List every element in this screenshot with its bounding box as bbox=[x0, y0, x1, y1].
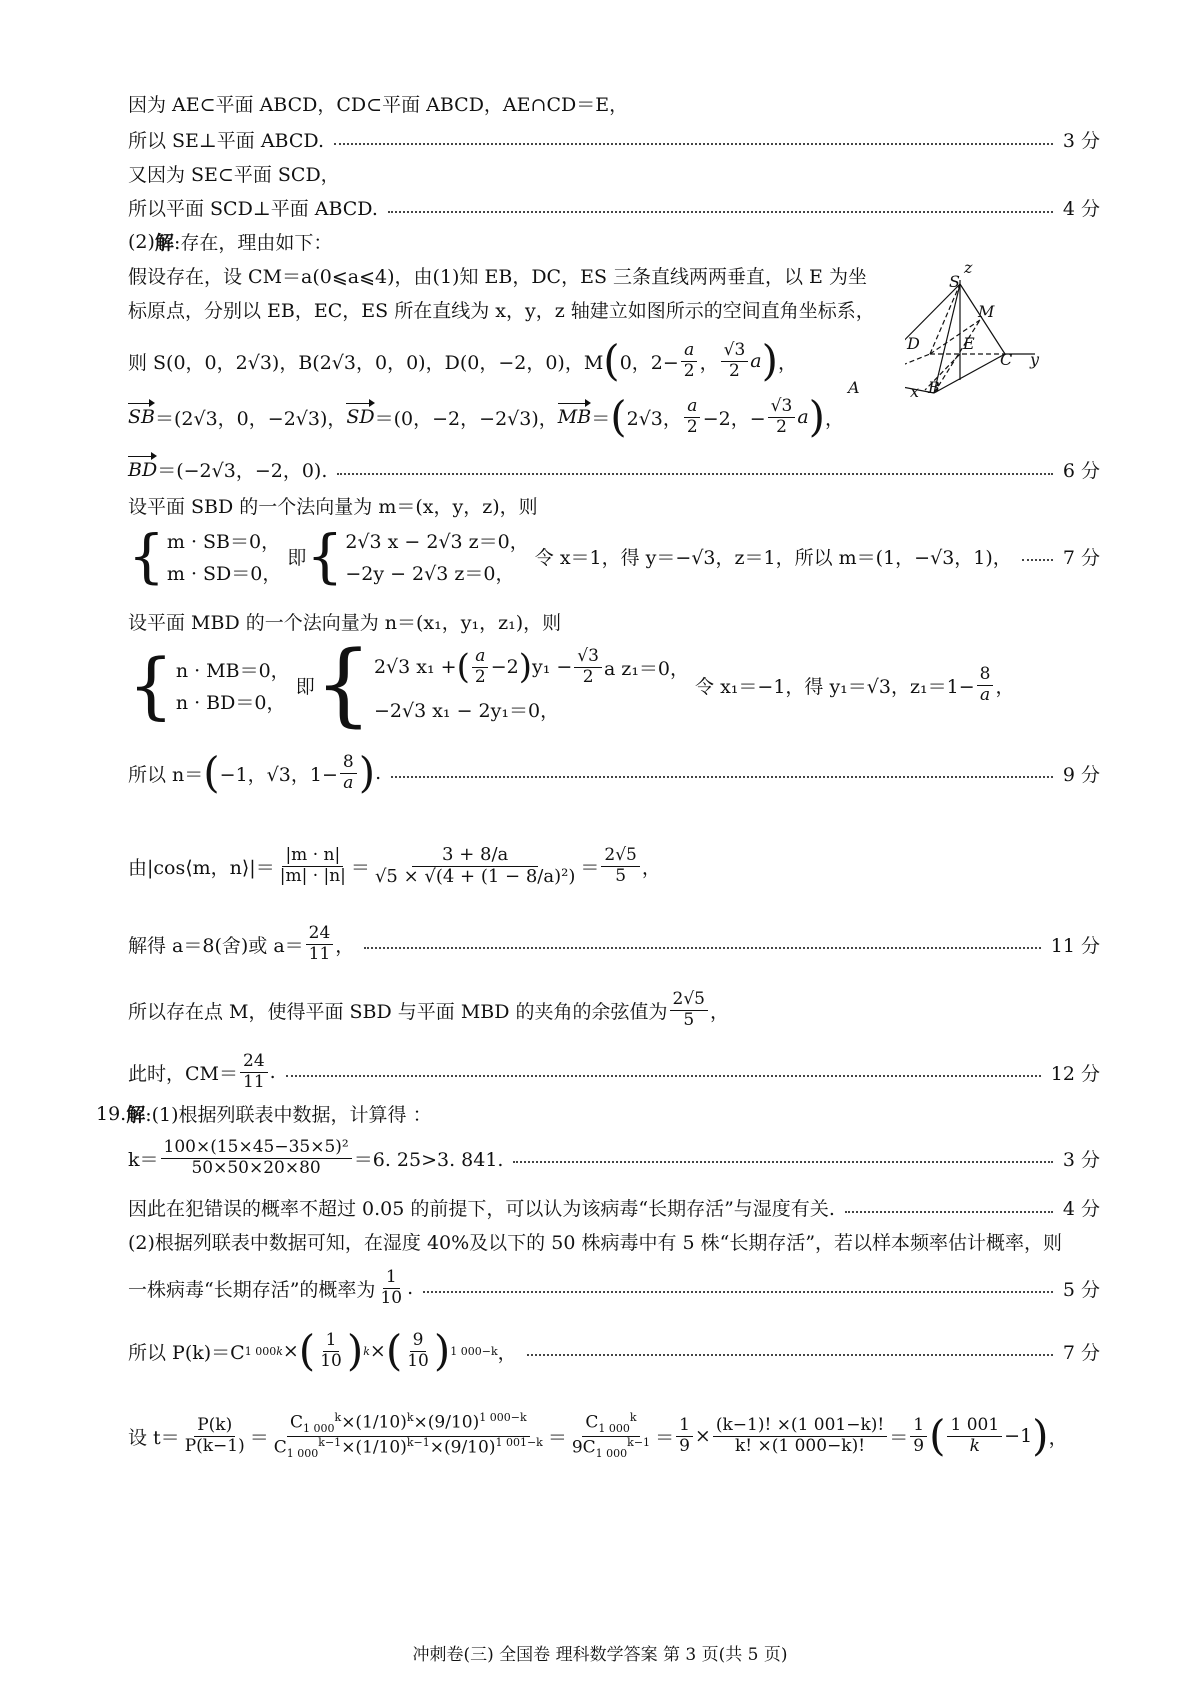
score-label: 9 分 bbox=[1062, 763, 1100, 786]
score-label: 4 分 bbox=[1062, 1198, 1100, 1220]
line-text: 设平面 MBD 的一个法向量为 n＝(x₁，y₁，z₁)，则 bbox=[128, 612, 562, 634]
text-line: SB ＝(2√3，0，−2√3)， SD ＝(0，−2，−2√3)， MB ＝ ( 2√3， $\frac{a}{2}$ −2，− $\frac{√3}{2}$ a ) ， bbox=[128, 392, 845, 441]
text-line: 所以 n＝ ( −1，√3，1− $\frac{8}{a}$ ) . 9 分 bbox=[128, 748, 1100, 797]
page-footer: 冲刺卷(三) 全国卷 理科数学答案 第 3 页(共 5 页) bbox=[412, 1645, 788, 1665]
line-text: 此时，CM＝ bbox=[128, 1062, 238, 1085]
equation-system: { n · MB＝0， n · BD＝0， 即 { 2√3 x₁ + ( $\frac{a}{2}$ −2 ) y₁ − $\frac{√3}{2}$ a z₁＝0， −2√3 x₁ − 2y₁＝0， 令 x₁＝−1，得 y₁＝√3，z₁＝1− $\frac{8}{a}$ ， bbox=[128, 632, 1015, 737]
text-line bbox=[128, 296, 875, 323]
line-text: ＝(0，−2，−2√3)， bbox=[374, 407, 558, 430]
fraction: $\frac{|m \cdot n|}{|m| \cdot |n|}$ bbox=[279, 844, 346, 886]
answer-page: 因为 AE⊂平面 ABCD，CD⊂平面 ABCD，AE∩CD＝E， 所以 SE⊥平面 ABCD. 3 分 又因为 SE⊂平面 SCD， 所以平面 SCD⊥平面 ABCD. 4 分 (2) 解 :存在，理由如下： 假设存在，设 CM＝a(0⩽a⩽4)，由(1)知 EB，DC，ES 三条直线两两垂直，以 E 为坐 标原点，分别以 EB，EC，ES 所在直线为 x，y，z 轴建立如图所示的空间直角坐标系， 则 S(0，0，2√3)，B(2√3，0，0)，D(0，−2，0)，M ( 0，2− $\frac{a}{2}$ ， $\frac{√3}{2}$ a ) ， SB ＝(2√3，0，−2√3)， SD ＝(0，−2，−2√3)， MB ＝ ( 2√3， $\frac{a}{2}$ −2，− $\frac{√3}{2}$ a ) ， BD ＝(−2√3，−2，0). 6 分 设平面 SBD 的一个法向量为 m＝(x，y，z)，则 { m · SB＝0， m · SD＝0， 即 { 2√3 x − 2√3 z＝0， −2y − 2√3 z＝0， 令 x＝1，得 y＝−√3，z＝1，所以 m＝(1，−√3，1)， 7 分 设平面 MBD 的一个法向量为 n＝(x₁，y₁，z₁)，则 { n · MB＝0， n · BD＝0， 即 { 2√3 x₁ + ( $\frac{a}{2}$ −2 ) y₁ − $\frac{√3}{2}$ a z₁＝0， −2√3 x₁ − 2y₁＝0， 令 x₁＝−1，得 y₁＝√3，z₁＝1− $\frac{8}{a}$ ， 所以 n＝ ( −1，√3，1− $\frac{8}{a}$ ) . 9 分 由|cos⟨m，n⟩|＝ $\frac{|m \cdot n|}{|m| \cdot |n|}$ ＝ $\frac{3 + 8/a}{\text{√5 × √(4 + (1 − 8/a)²)}}$ ＝ $\frac{2√5}{5}$ ， 解得 a＝8(舍)或 a＝ $\frac{24}{11}$ ， 11 分 所以存在点 M，使得平面 SBD 与平面 MBD 的夹角的余弦值为 $\frac{2√5}{5}$ ， 此时，CM＝ $\frac{24}{11}$ . 12 分 19. 解 :(1)根据列联表中数据，计算得 ： k＝ $\frac{\text{100×(15×45−35×5)²}}{50\times 50\times 20\times 80}$ ＝6. 25>3. 841. 3 分 因此在犯错误的概率不超过 0.05 的前提下，可以认为该病毒“长期存活”与湿度有关. 4 分 (2)根据列联表中数据可知，在湿度 40%及以下的 50 株病毒中有 5 株“长期存活”，若以样本频率估计概率，则 一株病毒“长期存活”的概率为 $\frac{1}{10}$ . 5 分 所以 P(k)＝C 1 000 k × ( $\frac{1}{10}$ ) k × ( $\frac{9}{10}$ ) 1 000−k ， 7 分 设 t＝ $\frac{P(k)}{P(k-1)}$ ＝ $\frac{C_{1 000}^k\times(1/10)^k\times(9/10)^{1 000-k}}{C_{1 000}^{k-1}\times(1/10)^{k-1}\times(9/10)^{1 001-k}}$ ＝ $\frac{C_{1 000}^k}{9C_{1 000}^{k-1}}$ ＝ $\frac{1}{9}$ × $\frac{(k-1)! \times(1 001-k)!}{k! \times(1 000-k)!}$ ＝ $\frac{1}{9}$ ( $\frac{1 001}{k}$ −1 ) ， S z M D E C y A x B 冲刺卷(三) 全国卷 理科数学答案 第 3 页(共 5 页) bbox=[0, 0, 1200, 1684]
text-line: 此时，CM＝ $\frac{24}{11}$ . 12 分 bbox=[128, 1051, 1100, 1092]
fraction: $\frac{P(k)}{P(k-1)}$ bbox=[184, 1415, 245, 1456]
line-text: 因此在犯错误的概率不超过 0.05 的前提下，可以认为该病毒“长期存活”与湿度有关. bbox=[128, 1198, 835, 1220]
text-line: 所以 P(k)＝C 1 000 k × ( $\frac{1}{10}$ ) k × ( $\frac{9}{10}$ ) 1 000−k ， 7 分 bbox=[128, 1326, 1100, 1375]
brace: { bbox=[314, 632, 372, 737]
score-label: 3 分 bbox=[1062, 130, 1100, 152]
text-line: 由|cos⟨m，n⟩|＝ $\frac{|m \cdot n|}{|m| \cdot |n|}$ ＝ $\frac{3 + 8/a}{\text{√5 × √(4 + (1 − 8/a)²)}}$ ＝ $\frac{2√5}{5}$ ， bbox=[128, 843, 661, 887]
vector-mb: MB bbox=[557, 406, 592, 428]
line-text: 解得 a＝8(舍)或 a＝ bbox=[128, 934, 304, 957]
leader-dots bbox=[391, 762, 1053, 778]
line-text: 设 t＝ bbox=[128, 1426, 180, 1449]
vector-sb: SB bbox=[128, 406, 155, 428]
line-text: 由|cos⟨m，n⟩|＝ bbox=[128, 856, 275, 879]
line-text: 又因为 SE⊂平面 SCD， bbox=[128, 164, 340, 186]
fraction: $\frac{a}{2}$ bbox=[681, 341, 698, 381]
line-text: 所以存在点 M，使得平面 SBD 与平面 MBD 的夹角的余弦值为 bbox=[128, 1000, 668, 1023]
text-line bbox=[128, 90, 1100, 117]
fraction: $\frac{24}{11}$ bbox=[240, 1052, 268, 1092]
fraction: $\frac{2√5}{5}$ bbox=[601, 846, 639, 886]
line-text: ＝(−2√3，−2，0). bbox=[157, 460, 328, 482]
line-text: (2)根据列联表中数据可知，在湿度 40%及以下的 50 株病毒中有 5 株“长期存活”，若以样本频率估计概率，则 bbox=[128, 1232, 1063, 1254]
line-text: 因为 AE⊂平面 ABCD，CD⊂平面 ABCD，AE∩CD＝E， bbox=[128, 94, 629, 116]
score-label: 11 分 bbox=[1050, 934, 1100, 957]
brace: { bbox=[128, 522, 165, 590]
score-label: 6 分 bbox=[1062, 460, 1100, 482]
text-line: 解得 a＝8(舍)或 a＝ $\frac{24}{11}$ ， 11 分 bbox=[128, 923, 1100, 964]
score-label: 4 分 bbox=[1062, 198, 1100, 220]
leader-dots bbox=[334, 129, 1053, 145]
leader-dots bbox=[423, 1277, 1053, 1293]
leader-dots bbox=[527, 1340, 1053, 1356]
paren-left: ( bbox=[610, 392, 627, 441]
text-line bbox=[128, 1228, 1104, 1255]
score-label: 5 分 bbox=[1062, 1278, 1100, 1301]
system-lines: n · MB＝0， n · BD＝0， bbox=[175, 659, 290, 714]
text-line bbox=[128, 160, 1100, 187]
line-text: 一株病毒“长期存活”的概率为 bbox=[128, 1278, 376, 1301]
fraction: $\frac{C_{1 000}^k\times(1/10)^k\times(9/10)^{1 000-k}}{C_{1 000}^{k-1}\times(1/10)^{k-1}\times(9/10)^{1 001-k}}$ bbox=[273, 1411, 543, 1460]
fraction: $\frac{2√5}{5}$ bbox=[670, 990, 708, 1030]
paren-right: ) bbox=[808, 392, 826, 441]
line-text: 0，2− bbox=[619, 351, 679, 374]
vector-bd: BD bbox=[128, 458, 158, 481]
brace: { bbox=[128, 643, 174, 727]
text-line bbox=[128, 456, 1100, 483]
line-text: 所以 n＝ bbox=[128, 763, 204, 786]
text-line bbox=[96, 1100, 1100, 1127]
question-number: 19. bbox=[96, 1102, 127, 1125]
equation-system: { m · SB＝0， m · SD＝0， 即 { 2√3 x − 2√3 z＝0， −2y − 2√3 z＝0， 令 x＝1，得 y＝−√3，z＝1，所以 m＝(1，−√3，1)， 7 分 bbox=[128, 522, 1100, 590]
system-lines: 2√3 x − 2√3 z＝0， −2y − 2√3 z＝0， bbox=[345, 530, 529, 585]
text-line: 设 t＝ $\frac{P(k)}{P(k-1)}$ ＝ $\frac{C_{1 000}^k\times(1/10)^k\times(9/10)^{1 000-k}}{C_{1 000}^{k-1}\times(1/10)^{k-1}\times(9/10)^{1 001-k}}$ ＝ $\frac{C_{1 000}^k}{9C_{1 000}^{k-1}}$ ＝ $\frac{1}{9}$ × $\frac{(k-1)! \times(1 001-k)!}{k! \times(1 000-k)!}$ ＝ $\frac{1}{9}$ ( $\frac{1 001}{k}$ −1 ) ， bbox=[128, 1411, 1068, 1461]
fraction: $\frac{√3}{2}$ bbox=[768, 397, 796, 437]
text-line bbox=[128, 194, 1100, 221]
score-label: 3 分 bbox=[1062, 1148, 1100, 1171]
line-text: 则 S(0，0，2√3)，B(2√3，0，0)，D(0，−2，0)，M bbox=[128, 351, 604, 374]
score-label: 7 分 bbox=[1062, 546, 1100, 569]
brace: { bbox=[306, 522, 344, 590]
text-line bbox=[128, 492, 1100, 519]
fraction: $\frac{8}{a}$ bbox=[340, 753, 357, 793]
paren-right: ) bbox=[761, 336, 779, 385]
leader-dots bbox=[845, 1197, 1053, 1213]
leader-dots bbox=[364, 933, 1040, 949]
score-label: 7 分 bbox=[1062, 1341, 1100, 1364]
fraction: $\frac{(k-1)! \times(1 001-k)!}{k! \times(1 000-k)!}$ bbox=[713, 1416, 887, 1456]
leader-dots bbox=[286, 1061, 1041, 1077]
fraction: $\frac{C_{1 000}^k}{9C_{1 000}^{k-1}}$ bbox=[571, 1411, 651, 1460]
fraction: $\frac{3 + 8/a}{\text{√5 × √(4 + (1 − 8/a)²)}}$ bbox=[374, 843, 576, 887]
fraction: $\frac{a}{2}$ bbox=[684, 397, 701, 437]
text-line bbox=[128, 228, 1100, 255]
system-lines: 2√3 x₁ + ( $\frac{a}{2}$ −2 ) y₁ − $\frac{√3}{2}$ a z₁＝0， −2√3 x₁ − 2y₁＝0， bbox=[373, 646, 690, 722]
line-text: 设平面 SBD 的一个法向量为 m＝(x，y，z)，则 bbox=[128, 496, 538, 518]
line-text: :存在，理由如下： bbox=[173, 232, 333, 254]
fraction: $\frac{8}{a}$ bbox=[977, 665, 994, 705]
line-text: :(1)根据列联表中数据，计算得 ： bbox=[145, 1104, 432, 1126]
fraction: $\frac{1}{10}$ bbox=[380, 1267, 403, 1308]
line-text: 标原点，分别以 EB，EC，ES 所在直线为 x，y，z 轴建立如图所示的空间直角坐标系， bbox=[128, 300, 875, 322]
text-line: 则 S(0，0，2√3)，B(2√3，0，0)，D(0，−2，0)，M ( 0，2− $\frac{a}{2}$ ， $\frac{√3}{2}$ a ) ， bbox=[128, 336, 798, 385]
system-lines: m · SB＝0， m · SD＝0， bbox=[166, 530, 282, 585]
text-line: 一株病毒“长期存活”的概率为 $\frac{1}{10}$ . 5 分 bbox=[128, 1267, 1100, 1308]
line-text: 假设存在，设 CM＝a(0⩽a⩽4)，由(1)知 EB，DC，ES 三条直线两两垂直，以 E 为坐 bbox=[128, 266, 867, 288]
line-text: ＝(2√3，0，−2√3)， bbox=[154, 407, 347, 430]
leader-dots bbox=[337, 459, 1052, 475]
text-line bbox=[128, 1194, 1100, 1221]
line-text: 所以 SE⊥平面 ABCD. bbox=[128, 130, 325, 152]
text-line bbox=[128, 262, 867, 289]
text-line: 所以存在点 M，使得平面 SBD 与平面 MBD 的夹角的余弦值为 $\frac{2√5}{5}$ ， bbox=[128, 989, 730, 1030]
fraction: $\frac{√3}{2}$ bbox=[721, 341, 749, 381]
paren-left: ( bbox=[603, 336, 620, 385]
line-text: 所以 P(k)＝C bbox=[128, 1341, 245, 1364]
score-label: 12 分 bbox=[1050, 1062, 1100, 1085]
fraction: $\frac{24}{11}$ bbox=[306, 924, 334, 964]
text-line bbox=[128, 608, 1100, 635]
line-text: 所以平面 SCD⊥平面 ABCD. bbox=[128, 198, 378, 220]
solution-label: 解 bbox=[154, 232, 174, 254]
leader-dots bbox=[513, 1147, 1052, 1163]
line-text: ＝6. 25>3. 841. bbox=[353, 1148, 504, 1171]
text-line: k＝ $\frac{\text{100×(15×45−35×5)²}}{50\times 50\times 20\times 80}$ ＝6. 25>3. 841. 3 分 bbox=[128, 1137, 1100, 1178]
text-line bbox=[128, 126, 1100, 153]
part-number: (2) bbox=[128, 230, 155, 253]
solution-label: 解 bbox=[126, 1104, 146, 1126]
leader-dots bbox=[388, 197, 1053, 213]
fraction: $\frac{\text{100×(15×45−35×5)²}}{50\times 50\times 20\times 80}$ bbox=[161, 1138, 352, 1178]
vector-sd: SD bbox=[346, 406, 375, 428]
leader-dots bbox=[1022, 545, 1053, 561]
